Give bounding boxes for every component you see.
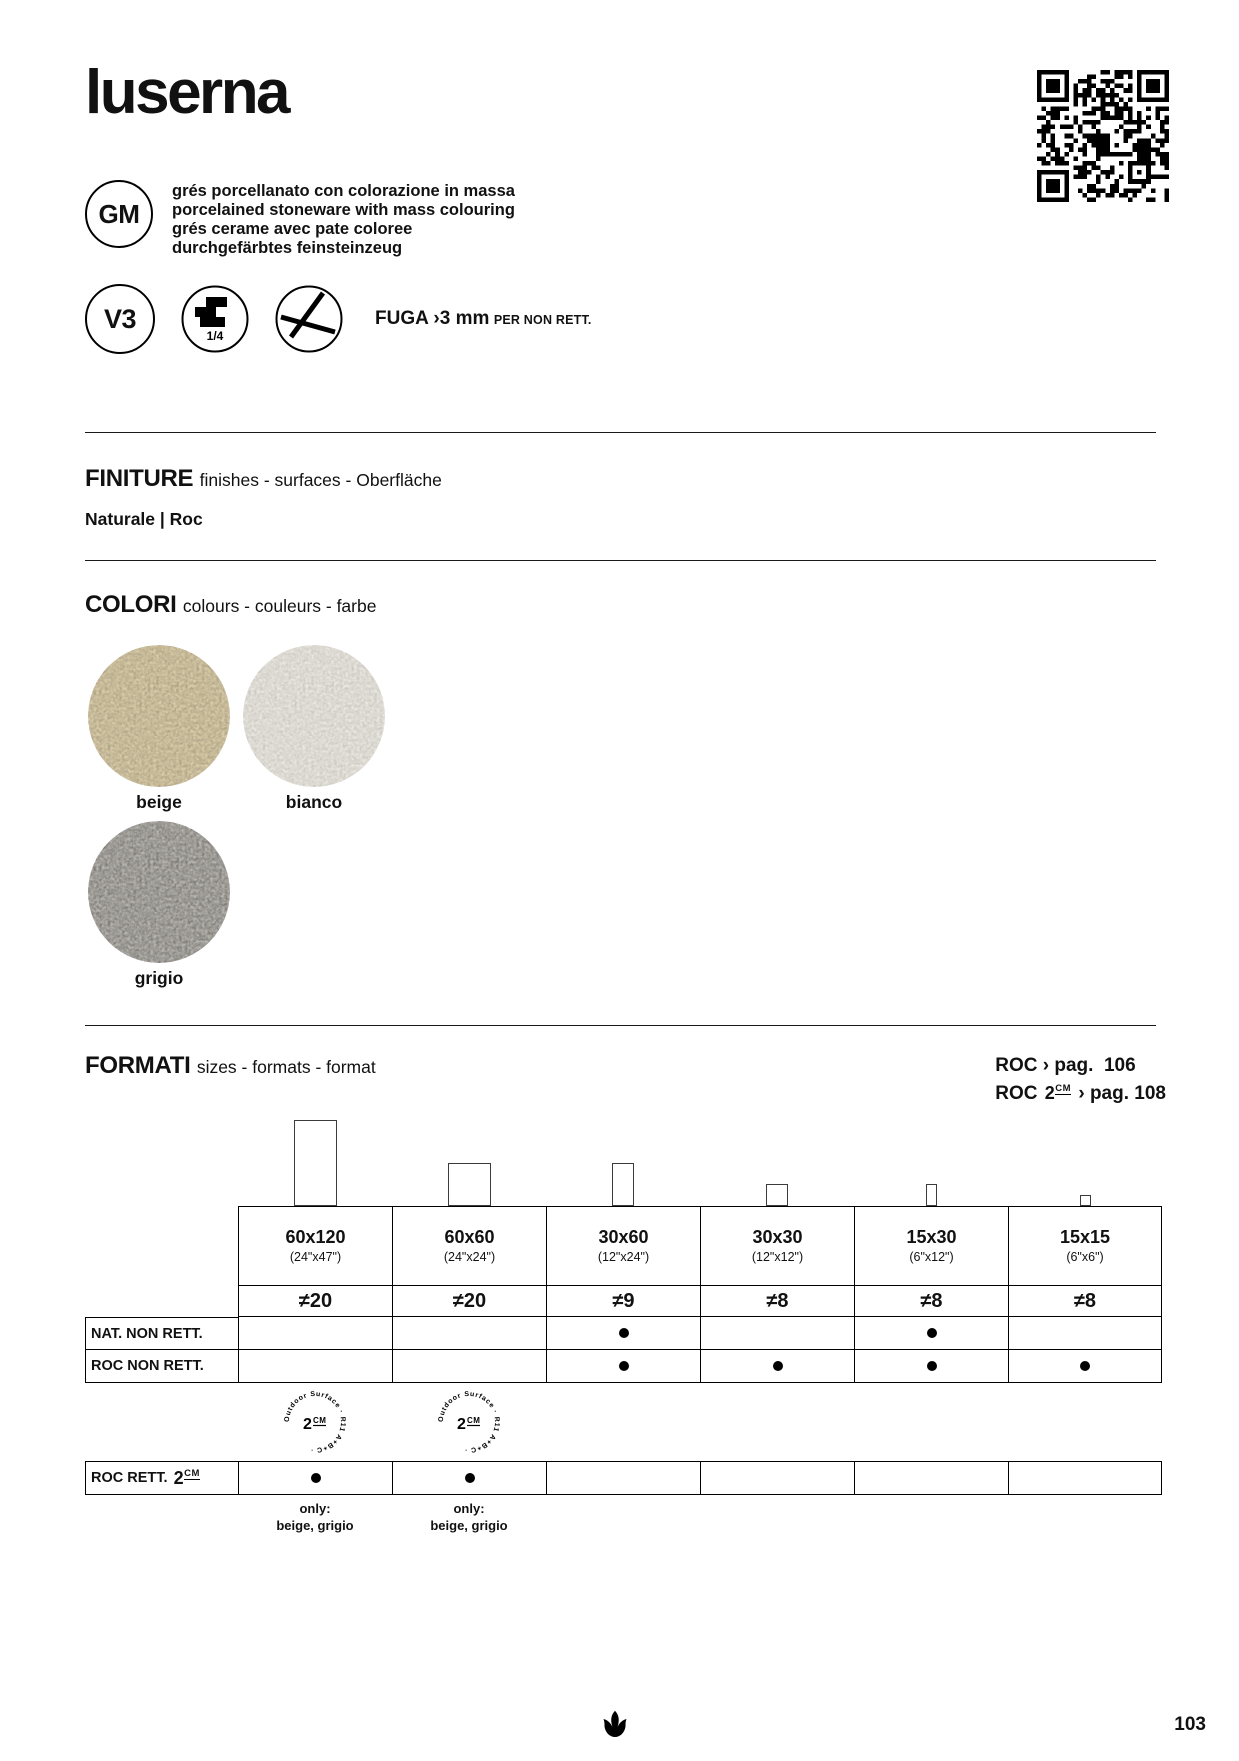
tile-thumbnail-60x120 [294, 1120, 337, 1206]
table-header-cell: 30x60 (12"x24") [546, 1206, 700, 1286]
swatch-label: bianco [285, 792, 343, 812]
cm2-logo: 2 CM [1044, 1083, 1072, 1103]
availability-cell [854, 1461, 1008, 1495]
tile-thumbnail-60x60 [448, 1163, 491, 1206]
table-header-cell: 60x60 (24"x24") [392, 1206, 546, 1286]
finiture-subtitle: finishes - surfaces - Oberfläche [199, 470, 442, 490]
roc-2cm-page-link[interactable]: ROC 2 CM › pag. 108 [995, 1083, 1166, 1104]
svg-text:CM: CM [467, 1416, 481, 1425]
availability-dot [927, 1328, 937, 1338]
table-row-roc-non-rett [85, 1350, 1163, 1383]
qr-code [1037, 70, 1169, 202]
material-row [85, 180, 1156, 258]
table-header-cell: 15x30 (6"x12") [854, 1206, 1008, 1286]
availability-cell [700, 1317, 854, 1350]
svg-text:CM: CM [313, 1416, 327, 1425]
gm-badge [85, 180, 153, 248]
availability-cell [1008, 1317, 1162, 1350]
row-label: ROC RETT. 2 CM [85, 1461, 238, 1495]
formati-title: FORMATI [85, 1052, 191, 1079]
availability-cell [854, 1350, 1008, 1383]
thickness-cell: ≠8 [700, 1286, 854, 1317]
joint-note [375, 308, 592, 330]
section-divider [85, 1025, 1156, 1026]
beige-swatch-image [88, 645, 230, 787]
availability-cell [546, 1461, 700, 1495]
tile-thumbnail-15x30 [926, 1184, 937, 1206]
thickness-cell: ≠20 [238, 1286, 392, 1317]
description-line: grés porcellanato con colorazione in massa [172, 182, 515, 200]
table-header-cell: 60x120 (24"x47") [238, 1206, 392, 1286]
swatch-bianco [243, 645, 385, 813]
joint-note-main: FUGA ›3 mm [375, 308, 490, 329]
outdoor-2cm-badge [282, 1389, 348, 1455]
thickness-cell: ≠8 [854, 1286, 1008, 1317]
table-header-cell: 15x15 (6"x6") [1008, 1206, 1162, 1286]
swatch-label: beige [136, 792, 182, 812]
availability-note: only: beige, grigio [430, 1501, 508, 1533]
availability-cell [392, 1350, 546, 1383]
joint-note-detail: PER NON RETT. [493, 313, 592, 327]
color-swatches [88, 645, 1156, 989]
formati-subtitle: sizes - formats - format [196, 1057, 376, 1077]
description-line: durchgefärbtes feinsteinzeug [172, 239, 403, 257]
thickness-cell: ≠9 [546, 1286, 700, 1317]
description-line: porcelained stoneware with mass colouring [172, 201, 515, 219]
svg-text:2: 2 [457, 1416, 466, 1433]
availability-dot [311, 1473, 321, 1483]
svg-text:Outdoor Surface · R11 A+B+C ·: Outdoor Surface · R11 A+B+C · [437, 1390, 501, 1454]
svg-text:2: 2 [303, 1416, 312, 1433]
page-title: luserna [85, 58, 289, 127]
colori-title: COLORI [85, 591, 177, 618]
roc-page-link[interactable]: ROC › pag. 106 [995, 1055, 1136, 1076]
colori-heading [85, 591, 1156, 619]
bianco-swatch-image [243, 645, 385, 787]
finiture-title: FINITURE [85, 465, 194, 492]
availability-dot [619, 1361, 629, 1371]
svg-text:Outdoor Surface · R11 A+B+C ·: Outdoor Surface · R11 A+B+C · [283, 1390, 347, 1454]
description-line: grés cerame avec pate coloree [172, 220, 413, 238]
availability-cell [392, 1317, 546, 1350]
availability-cell [238, 1461, 392, 1495]
availability-cell [546, 1317, 700, 1350]
finiture-value: Naturale | Roc [85, 509, 203, 529]
table-row-nat-non-rett [85, 1317, 1163, 1350]
tile-thumbnail-30x60 [612, 1163, 634, 1206]
tile-thumbnail-15x15 [1080, 1195, 1091, 1206]
page-number: 103 [1174, 1714, 1206, 1735]
grigio-swatch-image [88, 821, 230, 963]
brick-offset-icon [181, 285, 249, 353]
availability-cell [1008, 1461, 1162, 1495]
table-row-roc-rett-2cm [85, 1461, 1163, 1495]
size-table-header [85, 1206, 1163, 1286]
table-header-cell: 30x30 (12"x12") [700, 1206, 854, 1286]
availability-note: only: beige, grigio [276, 1501, 354, 1533]
swatch-label: grigio [134, 968, 184, 988]
availability-cell [700, 1461, 854, 1495]
thickness-cell: ≠20 [392, 1286, 546, 1317]
availability-dot [465, 1473, 475, 1483]
availability-cell [238, 1317, 392, 1350]
shade-variation-label: V3 [103, 303, 137, 334]
row-label: NAT. NON RETT. [85, 1317, 238, 1350]
availability-cell [546, 1350, 700, 1383]
swatch-grigio [88, 821, 230, 989]
size-thumbnails [85, 1114, 1163, 1206]
availability-cell [1008, 1350, 1162, 1383]
availability-cell [854, 1317, 1008, 1350]
technical-icons-row [85, 284, 1156, 354]
availability-cell [238, 1350, 392, 1383]
tile-thumbnail-30x30 [766, 1184, 788, 1206]
gm-badge-label: GM [98, 198, 140, 229]
section-divider [85, 432, 1156, 433]
availability-dot [927, 1361, 937, 1371]
table-notes-row [85, 1500, 1163, 1534]
leaf-icon [600, 1710, 630, 1738]
availability-dot [619, 1328, 629, 1338]
thickness-cell: ≠8 [1008, 1286, 1162, 1317]
row-label: ROC NON RETT. [85, 1350, 238, 1383]
thickness-row [85, 1286, 1163, 1317]
availability-dot [773, 1361, 783, 1371]
swatch-beige [88, 645, 230, 813]
cm2-logo: 2 CM [173, 1468, 200, 1488]
outdoor-2cm-badge [436, 1389, 502, 1455]
shade-variation-badge [85, 284, 155, 354]
section-divider [85, 560, 1156, 561]
no-cross-joint-icon [275, 285, 343, 353]
colori-subtitle: colours - couleurs - farbe [182, 596, 377, 616]
roc-page-links [995, 1052, 1166, 1108]
availability-dot [1080, 1361, 1090, 1371]
material-description [172, 182, 515, 258]
brick-fraction-label: 1/4 [206, 329, 224, 343]
availability-cell [700, 1350, 854, 1383]
availability-cell [392, 1461, 546, 1495]
outdoor-badge-row [85, 1383, 1163, 1461]
formati-heading [85, 1052, 376, 1080]
finiture-heading [85, 465, 1156, 493]
